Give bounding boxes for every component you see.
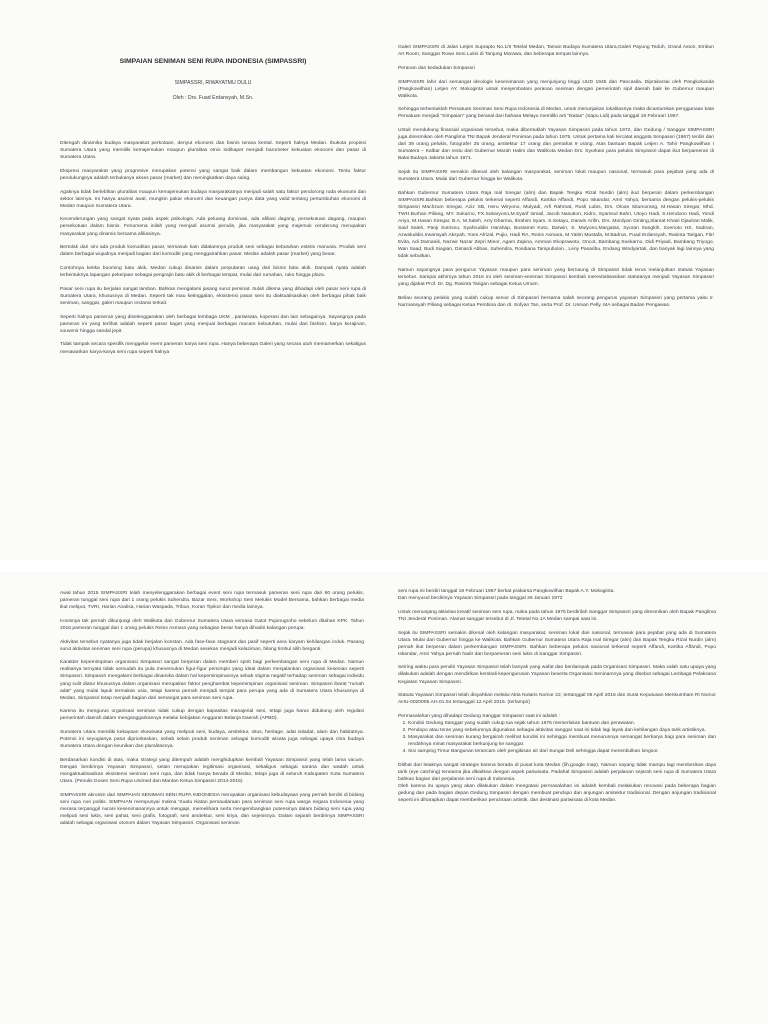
- paragraph: Awal tahun 2015 SIMPASSRI telah menyelenggarakan berbagai event seni rupa termasuk pameran seni rupa dari 60 orang pelukis, pameran tunggal seni rupa dari 1 orang pelukis Suhendra. Bazar Seni, Workshop Seni Melukis Model Bersama, bahkan berbagai media ikut meliput, TVRI, Harian Analisa, Harian Waspada, Tribun, Koran Tipikor dan media lainnya.: [60, 591, 364, 611]
- article-subtitle: SIMPASSRI, RIWAYATMU DULU: [174, 80, 252, 86]
- paragraph: Ekspresi masyarakat yang progresive merupakan potensi yang sangat baik dalam membangun kekuatan ekonomi. Tentu faktor pendukungnya adalah terbukanya akses pasar (market) dan meningkatkan daya saing.: [60, 168, 366, 181]
- paragraph: Berdasarkan kondisi di atas, maka strategi yang ditempuh adalah menghidupkan kembali Yayasan Simpassri yang telah lama vacum. Dengan berdirinya Yayasan Simpassri, selain merupakan legitimasi organisasi, sekaligus sebagai sarana dan wadah untuk mengaktualisasikan eksistensi seniman seni rupa, dan tidak hanya berada di Medan, tetapi juga di seluruh Kabupaten Kota Sumatera Utara. (Penulis Dosen Seni Rupa Unimed dan Mantan Ketua Simpassri 2014-2016): [60, 757, 364, 785]
- paragraph: Namun sayangnya para pengurus Yayasan maupun para seniman yang bernaung di Simpassri tidak terus melanjutkan statuta Yayasan tersebut. Sampai akhirnya tahun 2016 ini oleh seniman-seniman Simpassri kembali merevitalisasikan statutanya menjadi Yayasan Simpassri yang dijabat Prof. Dr. Dg. Rasinta Tarigan sebagai Ketua Umum.: [398, 267, 714, 288]
- column-top-right: [398, 44, 714, 316]
- paragraph: Untuk mendukung finansial organisasi tersebut, maka dibentuklah Yayasan Simpassri pada tahun 1972, dan Gedung / Sanggar SIMPASSRI juga diresmikan oleh Panglima TNI Bapak Jenderal Poniman pada tahun 1975. Untuk pertama kali tercatat anggota Simpassri (1967) terdiri dari dari 39 orang pelukis, fotografer 25 orang, arsitektur 17 orang dan pemahat 9 orang. Atas bantuan Bapak Letjen A. Tahir Pangkowilhan I Sumatera – Kalbar dan restu dari Gubernur Marah Halim dan Walikota Medan Drs. Syurkani para pelukis Simpassri dapat ikut berpameran di Balai Budaya Jakarta tahun 1971.: [398, 128, 714, 162]
- list-item: 1. Kondisi Gedung Sanggar yang sudah cukup tua sejak tahun 1975 memerlukan bantuan dan perawatan.: [408, 720, 716, 727]
- paragraph: Oleh karena itu upaya yang akan dilakukan dalam mengatasi permasalahan ini adalah kembali melakukan renovasi pada beberapa bagian gedung dan pada bagian depan Gedung Simpassri dengan membuat pendopo dan anjungan arsitektur tradisional. Dengan anjungan tradisional seperti ini diharapkan dapat memberikan pencitraan artistik, dan destinasi pariwisata di kota Medan.: [398, 784, 716, 804]
- paragraph: Karakter kepemimpinan organisasi Simpassri sangat berperan dalam memberi spirit bagi perkembangan seni rupa di Medan. Namun realitanya ternyata tidak semudah itu pula menemukan figur-figur pemimpin yang ideal dalam menjalankan organisasi kesenian seperti Simpassri. Simpassri mengalami berbagai dinamika dalam hal kepemimpinannya sebab stigma negatif terhadap seniman sebagai individu yang sulit diatur khususnya dalam organisasi merupakan faktor penghambat kepemimpinan organisasi seniman. Simpassri ibarat “rumah adat” yang mulai lapuk termakan usia, tetapi karena pernah menjadi tempat para perupa yang ada di Sumatera Utara khususnya di Medan, Simpassri tetap menjadi bagian dari semangat para seniman seni rupa.: [60, 660, 364, 701]
- paragraph: Ditengah dinamika budaya masyarakat perkotaan, denyut ekonomi dan bisnis terasa kental. Seperti halnya Medan. Ibukota propinsi Sumatera Utara yang memiliki kemajemukan maupun pluralitas etnis indikapet menjadi barometer kekuatan ekonomi dan pasar di Sumatera Utara.: [60, 141, 366, 161]
- paragraph: Kecenderungan yang sangat nyata pada aspek psikologis. Ada peluang dominasi, ada afiliasi dagang, persekutuan dagang, maupun persekutuan dalam bisnis. Fenomena inilah yang menjadi asumsi penulis, jika masyarakat yang majemuk cenderung merupakan masyarakat yang dinamis bersama afiliasinya.: [60, 217, 366, 237]
- paragraph: Sumatera Utara memiliki kekayaan ekowisata yang meliputi seni, budaya, arsitektur, situs, heritage, adat istiadat, alam dan habitatnya. Potensi ini seyogianya patut diprioritaskan, sebab selain produk seniman sebagai komoditi wisata juga sebagai upaya citra budaya Sumatera Utara dengan keunikan dan pluralitasnya.: [60, 730, 364, 750]
- paragraph: SIMPASSRI akronim dari SIMPAIAN SENIMAN SENI RUPA INDONESIA merupakan organisasi kebudayaan yang pernah berdiri di bidang seni rupa non politis. SIMPAIAN mempunyai makna 'Suatu Ikatan persaudaraan para seniman seni rupa warga negara Indonesia yang merasa terpanggil nurani kesenimanannya untuk mengapi, memelihara serta mengembangkan potensinya dalam bidang seni rupa yang meliputi seni lukis, seni pahat, seni grafis, fotografi, seni arsitektur, seni kriya, dan sejenisnya. Dalam sejarah berdirinya SIMPASSRI adalah sebagai organisasi otonom dalam Yayasan Simpassri. Organisasi seniman: [60, 792, 364, 827]
- paragraph: Seiring waktu para pendiri Yayasan Simpassri telah banyak yang wafat dan berdampak pada Organisasi Simpassri. Maka salah satu upaya yang dilakukan adalah dengan mendirikan kembali kepengurusan Yayasan beserta Organisasi Seninamnya yang disebut sebagai Lembaga Pelaksana Kegiatan Yayasan Simpassri.: [398, 665, 716, 685]
- paragraph: seni rupa ini berdiri tanggal 18 Februari 1967 berkat prakarsa Pangkowilhan Bapak A.Y. Mokoginta.: [398, 589, 615, 594]
- paragraph: Dilihat dari letaknya sangat strategis karena berada di pusat kota Medan (lih.google map). Namun sayang tidak mampu lagi memberikan daya tarik (eye catching) terutama jika dikaitkan dengan aspek pariwisata. Padahal Simpassri adalah perjalanan sejarah seni rupa di Sumatera Utara bahkan bagian dari perjalanan seni rupa di Indonesia.: [398, 763, 716, 783]
- paragraph: Ironisnya tak pernah dikunjungi oleh Walikota dan Gubernur Sumatera Utara semasa Gatot Pujonugroho sebelum ditahan KPK. Tahun 2016 pameran tunggal dari 1 orang pelukis Reins Asmara yang sebagian besar hanya dihadiri kalangan perupa.: [60, 618, 364, 631]
- paragraph: Bahkan Gubernur Sumatera Utara Raja Inal Siregar (alm) dan Bapak Tengku Rizal Nurdin (alm) ikut berperan dalam perkembangan SIMPASSRI.Bahkan beberapa pelukis terkenal seperti Affandi, Kartika Affandi, Popo Iskandar, Amri Yahya, bersama dengan pelukis-pelukis Simpassri Machzum Siregar, Aziz SB, Heru Wiryono, Mulyadi, Arfi Rahmat, Rusli Lubis, Drs. Oloan Situmorang, M.Hasan Siregar, Mhd. TWH.Burhan Piliang, MY. Sukarno, FX.Sukaryono,M.Syarif Ismail, Jacob Nasution, Kidro, Syamsul Bahri, Utoyo Hadi, S.Hendono Hadi, Yondi Ariyo, M.Hasan Siregar, B.A, M.Saleh, Arry Dharma, Ibrahim Syam. S.Setayu, Darwin Arifin, Drs. Mordyan Ginting,Slamat Khairi Djauhari Malik, Said Saleh, Panji Sutrisno, Syahruddin Harahap, Bustamel Koto, Darwin, S. Mulyono,Margatas, Syoran Sangkih, Soenoto HS, Sadiran, Azwaluddin,Irwansyah Aksyah, Yoes Afrizal, Pujio, Hadi RA, Reins Asmara, M.Yatim Mustafa, M.Badrun, Fuad Erdansyah, Rasinta Tarigan, Fitri Evita, Adi Damanik, Nazwir Nazar Zepri Minor, Agam Zapina, Amman Ekoprawoto, Oncot, Bambang Soekarno, Didi Priyadi, Bambang Triyogo, Wan Saad, Budi Siagian, Dimardi Abbas, Suhendra, Rosdiana Tampubolon., Leny Pasaribu, Endang Windyartati, dan banyak lagi lainnya yang tidak sebutkan.: [398, 190, 714, 260]
- article-author: Oleh : Drs. Fuad Erdansyah, M.Sn.: [172, 95, 254, 101]
- paragraph: Statuta Yayasan Simpassri telah disyahkan melalui Akta Notaris Nomor 22, tertanggal 05 April 2016 dan Surat Keputusan Menkumham RI Nomor AHU-0020005.AH.01.04 tertanggal 12 April 2016. (terlampir): [398, 693, 716, 706]
- paragraph: Agaknya tidak berlebihan pluralitas maupun kemajemukan budaya masyarakatnya menjadi salah satu faktor pendorong roda ekonomi dan sektor lainnya. Ini hanya asumsi awal, mungkin pakar ekonomi dan keuangan punya data yang valid tentang pertumbuhan ekonomi di Medan maupun Sumatera Utara.: [60, 189, 366, 209]
- paragraph: Aktivitas tersebut nyatanya juga tidak berjalan konstan. Ada fase-fase stagnant dan pasif seperti area karyam kehilangan induk. Pasang surut aktivitas seniman seni rupa (perupa) khususnya di Medan sesekan menjadi kelaziman, hilang timbul silih berganti.: [60, 639, 364, 652]
- page-bottom: [0, 572, 768, 1024]
- list-item: 4. Sisi samping Timur Bangunan terancam oleh pengikisan air dari Sungai Deli sehingga dapat menimbulkan longsor.: [408, 748, 716, 755]
- problem-list: [408, 720, 716, 755]
- paragraph: Bertolak dari sini ada produk komoditas pasar, termasuk kain didalamnya produk seni sebagai kebutuhan estetis manusia. Produk seni dalam berbagai wujudnya menjadi bagian dari komoditi yang menggairahkan pasar. Medan adalah pasar (market) yang besar.: [60, 245, 366, 258]
- list-item: 3. Masyarakat dan seniman kurang bergairah melihat kondisi ini sehingga membuat menurunnya semangat berkarya bagi para seniman dan rendahnya minat masyarakat berkunjung ke sanggar.: [408, 734, 716, 748]
- paragraph: Untuk menunjang aktivitas kreatif seniman seni rupa, maka pada tahun 1975 berdirilah Sanggar Simpassri yang diresmikan oleh Bapak Panglima TNI Jenderal Poniman. Alamat sanggar tersebut di Jl. Tetetal No.1A Medan sampai saat ini.: [398, 609, 716, 622]
- spacer: [60, 110, 366, 140]
- list-item: 2. Pendopo atau teras yang sebelumnya digunakan sebagai aktivitas sanggar saat ini tidak lagi layak dan kehilangan daya tarik artistiknya.: [408, 727, 716, 734]
- paragraph: Sejak itu SIMPASSRI semakin dikenal oleh kalangan masyarakat, seniman lokal maupun nasional, termasuk para pejabat yang ada di Sumatera Utara. Mulai dari Gubernur hingga ke Walikota.: [398, 170, 714, 183]
- paragraph: Beliau seorang pelukis yang sudah cukup senior di Simpassri bersama salah seorang pengurus yayasan Simpassri yang pertama yaitu Ir. Nurmansyah Piliang sebagai Ketua Pembina dan dr. Sofyan Tan, serta Prof. Dr. Usman Pelly, MA sebagai Badan Pengawas.: [398, 295, 714, 308]
- paragraph: Permasalahan yang dihadapi Gedung Sanggar Simpassri saat ini adalah :: [398, 714, 560, 720]
- section-heading: Peranan dan kedudukan Simpassri: [398, 65, 475, 71]
- paragraph: Karena itu mengurus organisasi seniman tidak cukup dengan kapasitas manajerial seni, tetapi juga harus didukung oleh regulasi pemerintah daerah dalam menganggarkannya melalui kebijakan Anggaran Belanja Daerah (APBD).: [60, 709, 364, 722]
- paragraph: Contohnya ketika booming batu akik, Medan cukup dinamis dalam perputaran uang dari bisnis batu akik. Dampak nyata adalah terbentuknya lapangan pekerjaan sebagai pengrajin batu akik di berbagai tempat, mulai dari rumahan, ruko hingga plaza.: [60, 266, 366, 279]
- column-bottom-left: [60, 590, 364, 834]
- paragraph: SIMPASSRI lahir dari semangat ideologis kesenimanan yang menjunjung tinggi UUD 1945 dan Pancasila. Diprakarsai oleh Pangkokanda (Pangkowilhan) Letjen AY. Mokoginta untuk menjembatani peranan seniman dengan pemerintah sipil daerah baik ke Gubernur maupun Walikota.: [398, 79, 714, 99]
- column-top-left: [60, 58, 366, 362]
- paragraph: Sejak itu SIMPASSRI semakin dikenal oleh kalangan masyarakat, seniman lokal dan nasional, termasuk para pejabat yang ada di Sumatera Utara. Mulai dari Gubernur hingga ke Walikota. Bahkan Gubernur Sumatera Utara Raja Inal Siregar (alm) dan Bapak Tengku Rizal Nurdin (alm) pernah ikut berperan dalam perkembangan SIMPASSRI. Bahkan beberapa pelukis nasional terkenal seperti Affandi, Kartika Affandi, Popo Iskandar, Amri Yahya pernah hadir dan berpameran seni lukis di Sanggar Simpassri.: [398, 630, 716, 657]
- paragraph: Pasar seni rupa itu berjalan sangat lamban. Bahkan mengalami jasang surut peminat. Itulah dilema yang dihadapi oleh pasar seni rupa di Sumatera Utara, khususnya di Medan. Seperti tak mau ketinggalan, eksistensi pasar seni itu diaktualisasikan oleh berbagai pihak baik seniman, sanggar, galeri maupun instansi terkait.: [60, 286, 366, 306]
- paragraph: Galeri SIMPASSRI di Jalan Letjen Suprapto No.1/II Tetelal Medan, Taman Budaya Sumatera Utara,Galeri Payung Teduh, Grand Aston, Embun Art Room, Sanggar Rowo Seni Lukis di Tanjung Morawa, dan beberapa tempat lainnya.: [398, 45, 714, 58]
- paragraph: Sehingga terbentuklah Persatuan Seniman Seni Rupa Indonesia di Medan, untuk menunjukan lokalitasnya maka dicantumkan penggunaan kata Persatuan menjadi “Simpaian” yang berasal dari bahasa Melayu memiliki arti “Ikatan” (Sapu Lidi) pada tanggal 18 Februari 1967.: [398, 107, 714, 120]
- paragraph: Seperti halnya pameran yang diselenggarakan oleh berbagai lembaga UKM , pariwisata, koperasi dan lain sebagainya. Sayangnya pada pameran ini yang terlihat adalah seperti pasar kaget yang menjual berbagai macam kebutuhan, mulai dari fashion, karya kerajinan, souvenir hingga sandal jepit.: [60, 314, 366, 334]
- article-title: SIMPAIAN SENIMAN SENI RUPA INDONESIA (SIMPASSRI): [119, 58, 307, 65]
- paragraph: Dan menyusul berdirinya Yayasan Simpassri pada tanggal 26 Januari 1972: [398, 596, 563, 602]
- column-bottom-right: [398, 588, 716, 811]
- paragraph: Tidak tampak secara spesifik menggelar event pameran karya seni rupa. Hanya beberapa Galeri yang secara utuh memamerkan sekaligus menawarkan karya-karya seni rupa seperti halnya: [60, 342, 366, 355]
- page-separator: [0, 560, 768, 572]
